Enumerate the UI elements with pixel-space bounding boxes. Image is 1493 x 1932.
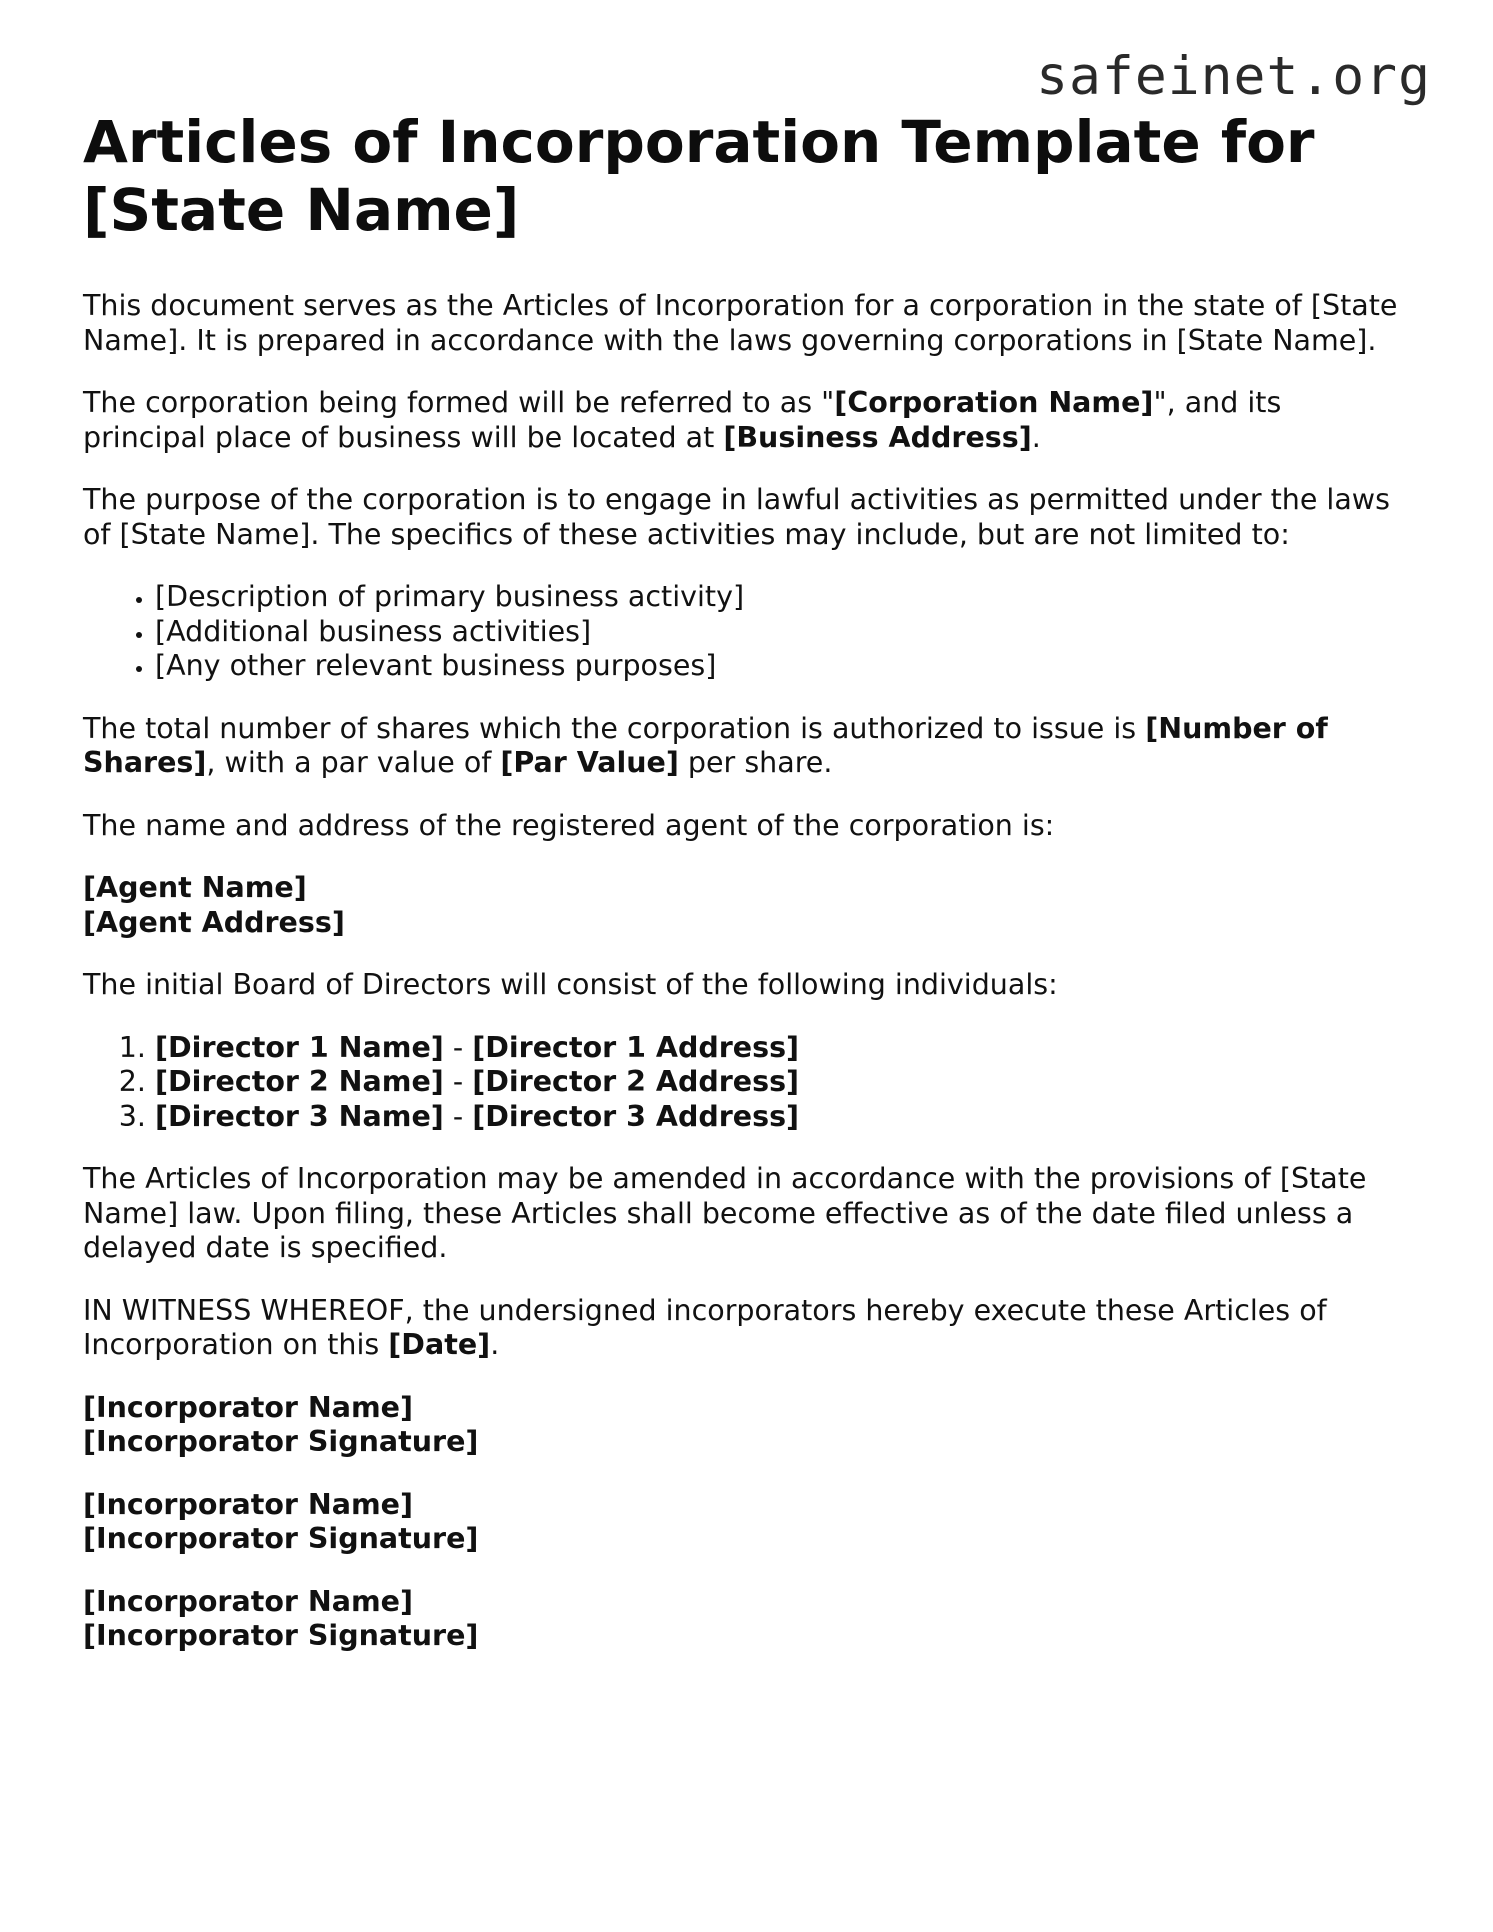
watermark: safeinet.org bbox=[1036, 46, 1431, 107]
director-name: [Director 3 Name] bbox=[155, 1099, 444, 1133]
list-item bbox=[155, 1100, 1413, 1135]
purpose-paragraph: The purpose of the corporation is to engage in lawful activities as permitted under the laws of [State Name]. The specifics of these activities may include, but are not limited to: bbox=[83, 483, 1390, 551]
list-item bbox=[155, 1031, 1413, 1066]
document-title: Articles of Incorporation Template for [State Name] bbox=[83, 108, 1315, 244]
incorporator-name-placeholder: [Incorporator Name] bbox=[83, 1584, 414, 1618]
agent-intro-paragraph: The name and address of the registered agent of the corporation is: bbox=[83, 808, 1055, 842]
witness-text-2: . bbox=[490, 1328, 500, 1361]
list-item: • [Additional business activities] bbox=[155, 615, 1413, 650]
naming-text-2: ", and its principal place of business will be located at bbox=[83, 386, 1282, 454]
incorporator-signature-placeholder: [Incorporator Signature] bbox=[83, 1619, 479, 1652]
shares-text-3: per share. bbox=[678, 746, 833, 779]
agent-address-placeholder: [Agent Address] bbox=[83, 905, 345, 939]
witness-text-1: IN WITNESS WHEREOF, the undersigned incorporators hereby execute these Articles of Incorporation on this bbox=[83, 1293, 1327, 1361]
incorporator-block bbox=[83, 1585, 1413, 1654]
business-address-placeholder: [Business Address] bbox=[723, 420, 1032, 454]
corporation-name-placeholder: [Corporation Name] bbox=[834, 386, 1154, 419]
incorporator-block bbox=[83, 1391, 1413, 1460]
activities-list bbox=[83, 580, 1413, 684]
shares-text-1: The total number of shares which the corporation is authorized to issue is bbox=[83, 711, 1146, 745]
list-item: • [Any other relevant business purposes] bbox=[155, 649, 1413, 684]
amendment-paragraph: The Articles of Incorporation may be amended in accordance with the provisions of [State Name] law. Upon filing, these Articles shall become effective as of the date filed unless a delayed date is specified. bbox=[83, 1162, 1367, 1264]
shares-text-2: , with a par value of bbox=[206, 746, 501, 779]
agent-block bbox=[83, 871, 1413, 940]
director-separator: - bbox=[443, 1099, 473, 1133]
director-name: [Director 1 Name] bbox=[155, 1030, 444, 1064]
number-of-shares-placeholder: [Number of Shares] bbox=[83, 711, 1328, 779]
witness-paragraph bbox=[83, 1294, 1413, 1363]
incorporator-name-placeholder: [Incorporator Name] bbox=[83, 1390, 414, 1424]
directors-list bbox=[83, 1031, 1413, 1135]
director-address: [Director 3 Address] bbox=[472, 1099, 800, 1133]
intro-paragraph: This document serves as the Articles of Incorporation for a corporation in the state of [State Name]. It is prepared in accordance with the laws governing corporations in [State Name]. bbox=[83, 289, 1398, 357]
incorporator-signature-placeholder: [Incorporator Signature] bbox=[83, 1425, 479, 1458]
document-body bbox=[83, 108, 1413, 1654]
naming-paragraph bbox=[83, 386, 1413, 455]
naming-text-1: The corporation being formed will be referred to as " bbox=[83, 386, 835, 419]
agent-name-placeholder: [Agent Name] bbox=[83, 871, 307, 904]
director-address: [Director 1 Address] bbox=[472, 1030, 800, 1064]
incorporator-signature-placeholder: [Incorporator Signature] bbox=[83, 1522, 479, 1555]
incorporator-block bbox=[83, 1488, 1413, 1557]
director-name: [Director 2 Name] bbox=[155, 1065, 444, 1098]
director-separator: - bbox=[443, 1030, 473, 1064]
list-item bbox=[155, 1065, 1413, 1100]
list-item: • [Description of primary business activity] bbox=[155, 580, 1413, 615]
shares-paragraph bbox=[83, 712, 1413, 781]
board-intro-paragraph: The initial Board of Directors will consist of the following individuals: bbox=[83, 968, 1058, 1001]
par-value-placeholder: [Par Value] bbox=[500, 746, 679, 779]
director-separator: - bbox=[443, 1065, 473, 1098]
date-placeholder: [Date] bbox=[388, 1328, 491, 1361]
naming-text-3: . bbox=[1031, 420, 1041, 454]
incorporator-name-placeholder: [Incorporator Name] bbox=[83, 1487, 414, 1521]
director-address: [Director 2 Address] bbox=[472, 1065, 800, 1098]
